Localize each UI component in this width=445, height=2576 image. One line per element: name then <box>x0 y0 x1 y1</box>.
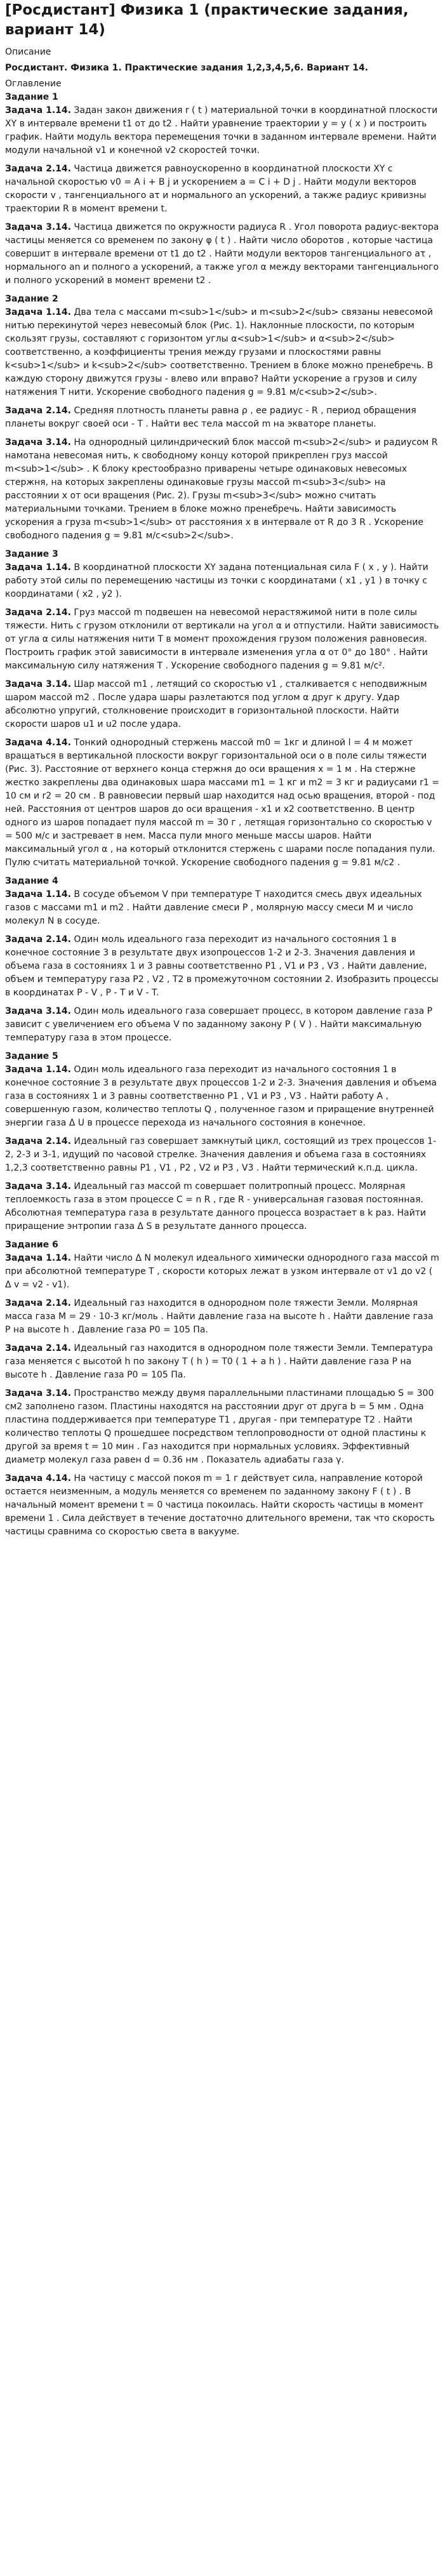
section <box>5 1238 440 1539</box>
task-text: Один моль идеального газа совершает процесс, в котором давление газа P зависит с увеличением его объема V по заданному закону P ( V ) . Найти максимальную температуру газа в этом процессе. <box>5 1006 433 1043</box>
page-title: [Росдистант] Физика 1 (практические задания, вариант 14) <box>5 2 409 38</box>
task-paragraph <box>5 606 440 673</box>
task-label: Задача 1.14. <box>5 889 71 900</box>
task-label: Задача 2.14. <box>5 1298 71 1308</box>
task-text: Пространство между двумя параллельными пластинами площадью S = 300 см2 заполнено газом. Пластины находятся на расстоянии друг от друга b = 5 мм . Одна пластина поддерживается при температуре T1 , другая - при температуре T2 . Найти количество теплоты Q прошедшее посредством теплопроводности от одной пластины к другой за время t = 10 мин . Газ находится при нормальных условиях. Эффективный диаметр молекул газа равен d = 0.36 нм . Показатель адиабаты газа γ. <box>5 1388 434 1465</box>
section-heading: Задание 1 <box>5 92 58 102</box>
task-label: Задача 2.14. <box>5 406 71 416</box>
task-label: Задача 1.14. <box>5 1253 71 1263</box>
task-text: В сосуде объемом V при температуре T находится смесь двух идеальных газов с массами m1 и m2 . Найти давление смеси P , молярную массу смеси M и число молекул N в сосуде. <box>5 889 422 926</box>
task-text: Два тела с массами m<sub>1</sub> и m<sub>2</sub> связаны невесомой нитью перекинутой через невесомый блок (Рис. 1). Наклонные плоскости, по которым скользят грузы, составляют с горизонтом углы α<sub>1</sub> и α<sub>2</sub> соответственно, а коэффициенты трения между грузами и плоскостями равны k<sub>1</sub> и k<sub>2</sub> соответственно. Трением в блоке можно пренебречь. В каждую сторону движутся грузы - влево или вправо? Найти ускорение a грузов и силу натяжения T нити. Ускорение свободного падения g = 9.81 м/с<sub>2</sub>. <box>5 307 434 397</box>
task-label: Задача 3.14. <box>5 437 71 448</box>
section-heading: Задание 2 <box>5 294 58 304</box>
task-paragraph <box>5 1472 440 1539</box>
task-paragraph <box>5 104 440 157</box>
section-heading: Задание 3 <box>5 549 58 559</box>
task-text: Идеальный газ находится в однородном поле тяжести Земли. Температура газа меняется с высотой h по закону T ( h ) = T0 ( 1 + a h ) . Найти давление газа P на высоте h . Давление газа P0 = 105 Па. <box>5 1343 434 1380</box>
task-text: Частица движется по окружности радиуса R . Угол поворота радиус-вектора частицы меняется со временем по закону φ ( t ) . Найти число оборотов , которые частица совершит в интервале времени от t1 до t2 . Найти модули векторов тангенциального aτ , нормального an и полного a ускорений, а также угол α между векторами тангенциального и полного ускорений в момент времени t2 . <box>5 222 439 286</box>
task-paragraph <box>5 888 440 928</box>
task-label: Задача 3.14. <box>5 1388 71 1398</box>
task-paragraph <box>5 1297 440 1337</box>
task-label: Задача 2.14. <box>5 164 71 174</box>
task-label: Задача 1.14. <box>5 1065 71 1075</box>
task-label: Задача 4.14. <box>5 1473 71 1484</box>
task-paragraph <box>5 933 440 1000</box>
task-label: Задача 3.14. <box>5 679 71 689</box>
section <box>5 1050 440 1233</box>
task-text: Шар массой m1 , летящий со скоростью v1 , сталкивается с неподвижным шаром массой m2 . После удара шары разлетаются под углом α друг к другу. Удар абсолютно упругий, столкновение происходит в горизонтальной плоскости. Найти скорости шаров u1 и u2 после удара. <box>5 679 427 729</box>
task-text: На однородный цилиндрический блок массой m<sub>2</sub> и радиусом R намотана невесомая нить, к свободному концу которой прикреплен груз массой m<sub>1</sub> . К блоку крестообразно приварены четыре одинаковых невесомых стержня, на которых закреплены одинаковые грузы массой m<sub>3</sub> на расстоянии x от оси вращения (Рис. 2). Грузы m<sub>3</sub> можно считать материальными точками. Трением в блоке можно пренебречь. Найти зависимость ускорения a груза m<sub>1</sub> от расстояния x в интервале от R до 3 R . Ускорение свободного падения g = 9.81 м/с<sub>2</sub>. <box>5 437 438 541</box>
task-label: Задача 3.14. <box>5 1181 71 1192</box>
section <box>5 91 440 288</box>
document-subtitle: Росдистант. Физика 1. Практические задания 1,2,3,4,5,6. Вариант 14. <box>5 63 368 73</box>
task-paragraph <box>5 1063 440 1130</box>
toc-label: Оглавление <box>5 79 62 89</box>
task-paragraph <box>5 1005 440 1045</box>
task-text: В координатной плоскости XY задана потенциальная сила F ( x , y ). Найти работу этой силы по перемещению частицы из точки с координатами ( x1 , y1 ) в точку с координатами ( x2 , y2 ). <box>5 562 428 599</box>
task-text: Идеальный газ массой m совершает политропный процесс. Молярная теплоемкость газа в этом процессе C = n R , где R - универсальная газовая постоянная. Абсолютная температура газа в результате данного процесса возрастает в k раз. Найти приращение энтропии газа Δ S в результате данного процесса. <box>5 1181 426 1232</box>
section-heading: Задание 5 <box>5 1051 58 1061</box>
task-paragraph <box>5 1180 440 1233</box>
task-label: Задача 2.14. <box>5 607 71 618</box>
section <box>5 548 440 870</box>
task-text: Идеальный газ совершает замкнутый цикл, состоящий из трех процессов 1-2, 2-3 и 3-1, идущий по часовой стрелке. Значения давления и объема газа в состояниях 1,2,3 соответственно равны P1 , V1 , P2 , V2 и P3 , V3 . Найти термический к.п.д. цикла. <box>5 1136 437 1173</box>
task-label: Задача 2.14. <box>5 1136 71 1146</box>
section <box>5 293 440 543</box>
task-label: Задача 4.14. <box>5 738 71 748</box>
task-text: Идеальный газ находится в однородном поле тяжести Земли. Молярная масса газа M = 29 · 10-3 кг/моль . Найти давление газа на высоте h . Найти давление газа P на высоте h . Давление газа P0 = 105 Па. <box>5 1298 434 1335</box>
task-label: Задача 1.14. <box>5 105 71 116</box>
task-paragraph <box>5 221 440 288</box>
task-paragraph <box>5 561 440 601</box>
task-text: Один моль идеального газа переходит из начального состояния 1 в конечное состояние 3 в результате двух процессов 1-2 и 2-3. Значения давления и объема газа в состояниях 1 и 3 равны соответственно P1 , V1 и P3 , V3 . Найти работу A , совершенную газом, количество теплоты Q , полученное газом и приращение внутренней энергии газа Δ U в процессе перехода из начального состояния в конечное. <box>5 1065 437 1128</box>
task-text: На частицу с массой покоя m = 1 г действует сила, направление которой остается неизменным, а модуль меняется со временем по заданному закону F ( t ) . В начальный момент времени t = 0 частица покоилась. Найти скорость частицы в момент времени 1 . Сила действует в течение достаточно длительного времени, так что скорость частицы сравнима со скоростью света в вакууме. <box>5 1473 435 1537</box>
section-heading: Задание 6 <box>5 1240 58 1250</box>
task-paragraph <box>5 436 440 543</box>
task-paragraph <box>5 678 440 731</box>
task-text: Тонкий однородный стержень массой m0 = 1кг и длиной l = 4 м может вращаться в вертикальной плоскости вокруг горизонтальной оси о в поле силы тяжести (Рис. 3). Расстояние от верхнего конца стержня до оси вращения x = 1 м . На стержне жестко закреплены два одинаковых шара массами m1 = 1 кг и m2 = 3 кг и радиусами r1 = 10 см и r2 = 20 см . В равновесии первый шар находится над осью вращения, второй - под ней. Расстояния от центров шаров до оси вращения - x1 и x2 соответственно. В центр одного из шаров попадает пуля массой m = 30 г , летящая горизонтально со скоростью v = 500 м/с и застревает в нем. Масса пули много меньше массы шаров. Найти максимальный угол α , на который отклонится стержень с шарами после попадания пули. Пулю считать материальной точкой. Ускорение свободного падения g = 9.81 м/с2 . <box>5 738 439 868</box>
task-paragraph <box>5 736 440 870</box>
task-label: Задача 3.14. <box>5 222 71 232</box>
task-paragraph <box>5 404 440 431</box>
task-paragraph <box>5 1342 440 1382</box>
task-text: Один моль идеального газа переходит из начального состояния 1 в конечное состояние 3 в результате двух изопроцессов 1-2 и 2-3. Значения давления и объема газа в состояниях 1 и 3 равны соответственно P1 , V1 и P3 , V3 . Найти давление, объем и температуру газа P2 , V2 , T2 в промежуточном состоянии 2. Изобразить процессы в координатах P - V , P - T и V - T. <box>5 934 439 998</box>
task-text: Найти число Δ N молекул идеального химически однородного газа массой m при абсолютной температуре T , скорости которых лежат в узком интервале от v1 до v2 ( Δ v = v2 - v1). <box>5 1253 439 1290</box>
section-heading: Задание 4 <box>5 876 58 886</box>
description-label: Описание <box>5 47 51 57</box>
section <box>5 875 440 1045</box>
task-paragraph <box>5 1252 440 1292</box>
task-label: Задача 1.14. <box>5 307 71 317</box>
task-paragraph <box>5 306 440 399</box>
task-label: Задача 1.14. <box>5 562 71 573</box>
sections-container <box>5 91 440 1539</box>
task-text: Частица движется равноускоренно в координатной плоскости XY с начальной скоростью v0 = A i + B j и ускорением a = C i + D j . Найти модули векторов скорости v , тангенциального aτ и нормального an ускорений, а также радиус кривизны траектории R в момент времени t. <box>5 164 427 214</box>
task-label: Задача 2.14. <box>5 1343 71 1353</box>
task-paragraph <box>5 1135 440 1175</box>
task-text: Средняя плотность планеты равна ρ , ее радиус - R , период обращения планеты вокруг своей оси - T . Найти вес тела массой m на экваторе планеты. <box>5 406 416 429</box>
task-label: Задача 3.14. <box>5 1006 71 1016</box>
task-paragraph <box>5 1387 440 1467</box>
task-paragraph <box>5 163 440 216</box>
task-label: Задача 2.14. <box>5 934 71 945</box>
task-text: Задан закон движения r ( t ) материальной точки в координатной плоскости XY в интервале времени t1 от до t2 . Найти уравнение траектории y = y ( x ) и построить график. Найти модуль вектора перемещения точки в заданном интервале времени. Найти модули начальной v1 и конечной v2 скоростей точки. <box>5 105 438 156</box>
task-text: Груз массой m подвешен на невесомой нерастяжимой нити в поле силы тяжести. Нить с грузом отклонили от вертикали на угол α и отпустили. Найти зависимость от угла α силы натяжения нити T в момент прохождения грузом положения равновесия. Построить график этой зависимости в интервале изменения угла α от 0° до 180° . Найти максимальную силу натяжения T . Ускорение свободного падения g = 9.81 м/с². <box>5 607 439 671</box>
